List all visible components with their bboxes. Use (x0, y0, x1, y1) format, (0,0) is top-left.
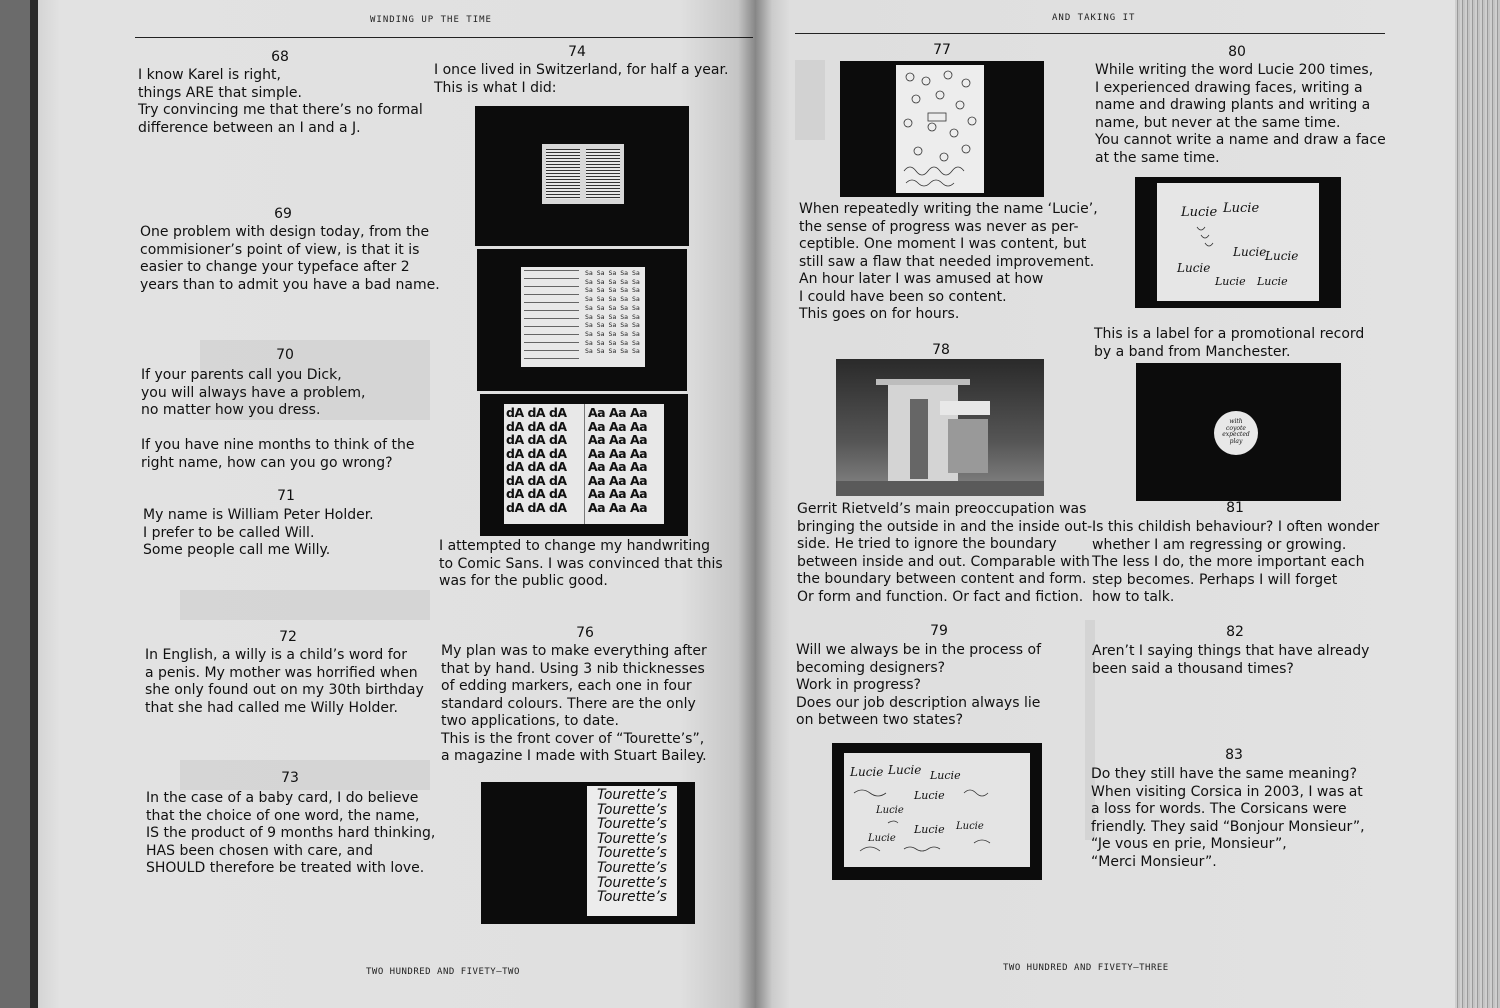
photo-handwriting-book-3 (480, 394, 688, 536)
da-word: dA (527, 459, 546, 474)
lucie-word: Lucie (1177, 261, 1211, 275)
spine-shadow (738, 0, 772, 1008)
sa-word: Sa (620, 269, 629, 277)
entry-text-72: In English, a willy is a child’s word for a penis. My mother was horrified when she only found out on my 30th birthday that she had called me Willy Holder. (145, 647, 424, 716)
handwriting-grid (586, 149, 620, 199)
entry-number-73: 73 (281, 770, 299, 786)
book-spread (504, 404, 664, 524)
tourettes-word: Tourette’s (597, 845, 667, 862)
sa-word: Sa (620, 329, 629, 338)
da-word: dA (506, 418, 524, 434)
magazine-cover (587, 786, 677, 916)
aa-word: Aa (629, 486, 648, 501)
photo-rietveld-house (836, 359, 1044, 496)
show-through (795, 60, 825, 140)
sa-word: Sa (608, 338, 617, 347)
lucie-word: Lucie (1215, 275, 1246, 288)
sa-word: Sa (632, 269, 640, 277)
tourettes-word: Tourette’s (597, 787, 667, 803)
sa-word: Sa (620, 303, 629, 312)
sa-word: Sa (585, 321, 593, 330)
da-word: dA (527, 405, 546, 420)
right-page (755, 0, 1455, 1008)
da-grid (506, 406, 584, 514)
aa-word: Aa (629, 432, 648, 447)
aa-word: Aa (608, 445, 627, 461)
sa-word: Sa (632, 312, 640, 321)
running-head-left: WINDING UP THE TIME (370, 15, 492, 25)
sa-word: Sa (585, 347, 593, 356)
sa-word: Sa (632, 286, 640, 295)
sa-word: Sa (585, 277, 593, 286)
da-word: dA (506, 405, 524, 420)
sa-grid (585, 269, 643, 356)
da-word: dA (548, 445, 567, 461)
sa-word: Sa (620, 295, 629, 304)
lucie-word: Lucie (930, 769, 961, 782)
lucie-word: Lucie (888, 763, 922, 777)
lucie-word: Lucie (1233, 245, 1267, 259)
aa-word: Aa (608, 418, 627, 434)
sa-word: Sa (620, 277, 629, 286)
entry-text-74: I once lived in Switzerland, for half a year. This is what I did: (434, 62, 729, 96)
entry-text-79: Will we always be in the process of becoming designers? Work in progress? Does our job description always lie on between two states? (796, 642, 1042, 728)
sa-word: Sa (608, 269, 617, 277)
da-word: dA (506, 432, 524, 447)
aa-word: Aa (629, 472, 648, 488)
lucie-word: Lucie (850, 765, 884, 779)
entry-text-73: In the case of a baby card, I do believe that the choice of one word, the name, IS the product of 9 months hard thinking, HAS been chosen with care, and SHOULD therefore be treated with love. (146, 790, 436, 876)
sa-word: Sa (585, 312, 593, 321)
tourettes-word: Tourette’s (597, 859, 667, 876)
show-through (180, 590, 430, 620)
tourettes-word: Tourette’s (597, 889, 667, 906)
photo-lucie-sheet (840, 61, 1044, 197)
tourettes-word: Tourette’s (597, 801, 667, 818)
photo-lucie-notebook (1135, 177, 1341, 308)
aa-word: Aa (629, 499, 648, 515)
entry-number-69: 69 (274, 206, 292, 222)
binding-edge (30, 0, 38, 1008)
aa-word: Aa (588, 459, 606, 474)
doodles-icon (896, 65, 984, 193)
house-balcony (940, 401, 990, 415)
entry-number-72: 72 (279, 629, 297, 645)
sa-word: Sa (620, 347, 629, 356)
sa-word: Sa (596, 338, 605, 347)
tourettes-word: Tourette’s (597, 830, 667, 847)
sa-word: Sa (596, 269, 605, 277)
sa-word: Sa (620, 286, 629, 295)
entry-text-80: While writing the word Lucie 200 times, I experienced drawing faces, writing a name and drawing plants and writing a name, but never at the same time. You cannot write a name and draw a face at the same time. (1095, 62, 1386, 166)
sa-word: Sa (608, 312, 617, 321)
sa-word: Sa (596, 303, 605, 312)
sa-word: Sa (632, 329, 640, 338)
lucie-word: Lucie (1223, 201, 1260, 216)
entry-text-80b: This is a label for a promotional record by a band from Manchester. (1094, 326, 1365, 360)
handwriting-sheet (844, 753, 1030, 867)
aa-word: Aa (629, 445, 648, 461)
sa-word: Sa (585, 303, 593, 312)
da-word: dA (527, 445, 546, 461)
book-spread (521, 267, 645, 367)
entry-number-80: 80 (1228, 44, 1246, 60)
header-rule (135, 37, 753, 38)
sa-word: Sa (585, 295, 593, 304)
aa-word: Aa (608, 432, 627, 447)
da-word: dA (506, 472, 524, 488)
entry-number-74: 74 (568, 44, 586, 60)
handwriting-grid (524, 270, 579, 364)
entry-text-71: My name is William Peter Holder. I prefer to be called Will. Some people call me Willy. (143, 507, 374, 558)
sa-word: Sa (596, 286, 605, 295)
ground (836, 481, 1044, 496)
folio-left: TWO HUNDRED AND FIVETY–TWO (366, 967, 520, 977)
entry-text-82: Aren’t I saying things that have already been said a thousand times? (1092, 643, 1370, 677)
lucie-word: Lucie (876, 805, 904, 816)
page-edges (1455, 0, 1500, 1008)
photo-lucie-handwriting (832, 743, 1042, 880)
aa-word: Aa (588, 405, 606, 420)
da-word: dA (548, 418, 567, 434)
aa-word: Aa (608, 405, 627, 420)
entry-number-79: 79 (930, 623, 948, 639)
book-gutter (584, 404, 585, 524)
entry-text-83: Do they still have the same meaning? When visiting Corsica in 2003, I was at a loss for words. The Corsicans were friendly. They said “Bonjour Monsieur”, “Je vous en prie, Monsieur”, “Merci Monsieur”. (1091, 766, 1365, 870)
aa-word: Aa (608, 472, 627, 488)
lucie-word: Lucie (1265, 249, 1299, 263)
aa-grid (588, 406, 662, 514)
lucie-word: Lucie (956, 821, 984, 832)
da-word: dA (527, 432, 546, 447)
sa-word: Sa (596, 321, 605, 330)
sa-word: Sa (585, 338, 593, 347)
da-word: dA (548, 459, 567, 474)
drawing-sheet (896, 65, 984, 193)
record-label-text: with coyote expected play (1222, 418, 1250, 445)
entry-number-68: 68 (271, 49, 289, 65)
handwriting-grid (546, 149, 580, 199)
entry-number-71: 71 (277, 488, 295, 504)
lucie-word: Lucie (1257, 275, 1288, 288)
entry-text-76: My plan was to make everything after that by hand. Using 3 nib thicknesses of edding markers, each one in four standard colours. There are the only two applications, to date. This is the front cover of “Tourette’s”, a magazine I made with Stuart Bailey. (441, 643, 707, 764)
da-word: dA (548, 405, 567, 420)
tourettes-word: Tourette’s (597, 874, 667, 891)
sa-word: Sa (608, 329, 617, 338)
sa-word: Sa (632, 277, 640, 286)
da-word: dA (506, 486, 524, 501)
sa-word: Sa (585, 286, 593, 295)
house-glass (948, 419, 988, 473)
sa-word: Sa (585, 329, 593, 338)
photo-record-label (1136, 363, 1341, 501)
entry-number-78: 78 (932, 342, 950, 358)
sa-word: Sa (608, 321, 617, 330)
sa-word: Sa (608, 277, 617, 286)
lucie-word: Lucie (1181, 205, 1218, 220)
photo-tourettes-cover (481, 782, 695, 924)
sa-word: Sa (620, 338, 629, 347)
da-word: dA (527, 418, 546, 434)
sa-word: Sa (632, 347, 640, 356)
header-rule (795, 33, 1385, 34)
sa-word: Sa (608, 286, 617, 295)
sa-word: Sa (596, 347, 605, 356)
da-word: dA (506, 499, 524, 515)
house-window (910, 399, 928, 479)
entry-text-81: Is this childish behaviour? I often wonder whether I am regressing or growing. The less I do, the more important each step becomes. Perhaps I will forget how to talk. (1092, 519, 1380, 605)
notebook-spread (1157, 183, 1319, 301)
sa-word: Sa (632, 303, 640, 312)
record-label-disc (1214, 411, 1258, 455)
aa-word: Aa (588, 432, 606, 447)
entry-text-70: If your parents call you Dick, you will always have a problem, no matter how you dress. If you have nine months to think of the right name, how can you go wrong? (141, 367, 415, 471)
sa-word: Sa (620, 312, 629, 321)
lucie-word: Lucie (914, 823, 945, 836)
da-word: dA (548, 472, 567, 488)
sa-word: Sa (608, 303, 617, 312)
aa-word: Aa (588, 418, 606, 434)
house-roof (876, 379, 970, 385)
aa-word: Aa (608, 499, 627, 515)
sa-word: Sa (608, 295, 617, 304)
scribble-icon (1157, 183, 1319, 301)
sa-word: Sa (596, 329, 605, 338)
da-word: dA (527, 499, 546, 515)
folio-right: TWO HUNDRED AND FIVETY–THREE (1003, 963, 1169, 973)
da-word: dA (548, 499, 567, 515)
tourettes-repeated (597, 788, 667, 905)
aa-word: Aa (588, 499, 606, 515)
da-word: dA (527, 472, 546, 488)
aa-word: Aa (588, 472, 606, 488)
sa-word: Sa (596, 312, 605, 321)
aa-word: Aa (629, 405, 648, 420)
aa-word: Aa (629, 418, 648, 434)
entry-number-70: 70 (276, 347, 294, 363)
da-word: dA (527, 486, 546, 501)
book-spread (542, 144, 624, 204)
sa-word: Sa (596, 277, 605, 286)
sa-word: Sa (620, 321, 629, 330)
da-word: dA (506, 459, 524, 474)
running-head-right: AND TAKING IT (1052, 13, 1136, 23)
entry-number-77: 77 (933, 42, 951, 58)
entry-number-82: 82 (1226, 624, 1244, 640)
sa-word: Sa (596, 295, 605, 304)
da-word: dA (548, 486, 567, 501)
lucie-word: Lucie (868, 833, 896, 844)
entry-text-75: I attempted to change my handwriting to Comic Sans. I was convinced that this was for the public good. (439, 538, 723, 589)
da-word: dA (506, 445, 524, 461)
scribble-icon (844, 753, 1030, 867)
tourettes-word: Tourette’s (597, 816, 667, 833)
sa-word: Sa (632, 338, 640, 347)
entry-text-68: I know Karel is right, things ARE that simple. Try convincing me that there’s no formal difference between an I and a J. (138, 67, 423, 136)
sa-word: Sa (632, 295, 640, 304)
aa-word: Aa (588, 486, 606, 501)
entry-text-78: Gerrit Rietveld’s main preoccupation was bringing the outside in and the inside out- side. He tried to ignore the boundary between inside and out. Comparable with the boundary between content and form. Or form and function. Or fact and fiction. (797, 501, 1093, 605)
entry-number-81: 81 (1226, 500, 1244, 516)
sa-word: Sa (608, 347, 617, 356)
sa-word: Sa (585, 269, 593, 277)
photo-handwriting-book-1 (475, 106, 689, 246)
aa-word: Aa (608, 459, 627, 474)
aa-word: Aa (608, 486, 627, 501)
lucie-word: Lucie (914, 789, 945, 802)
aa-word: Aa (588, 445, 606, 461)
entry-number-76: 76 (576, 625, 594, 641)
left-page (30, 0, 755, 1008)
entry-number-83: 83 (1225, 747, 1243, 763)
da-word: dA (548, 432, 567, 447)
sa-word: Sa (632, 321, 640, 330)
aa-word: Aa (629, 459, 648, 474)
photo-handwriting-book-2 (477, 249, 687, 391)
entry-text-77: When repeatedly writing the name ‘Lucie’, the sense of progress was never as per- ceptible. One moment I was content, but still saw a flaw that needed improvement. An hour later I was amused at how I could have been so content. This goes on for hours. (799, 201, 1098, 322)
entry-text-69: One problem with design today, from the commisioner’s point of view, is that it is easier to change your typeface after 2 years than to admit you have a bad name. (140, 224, 440, 293)
